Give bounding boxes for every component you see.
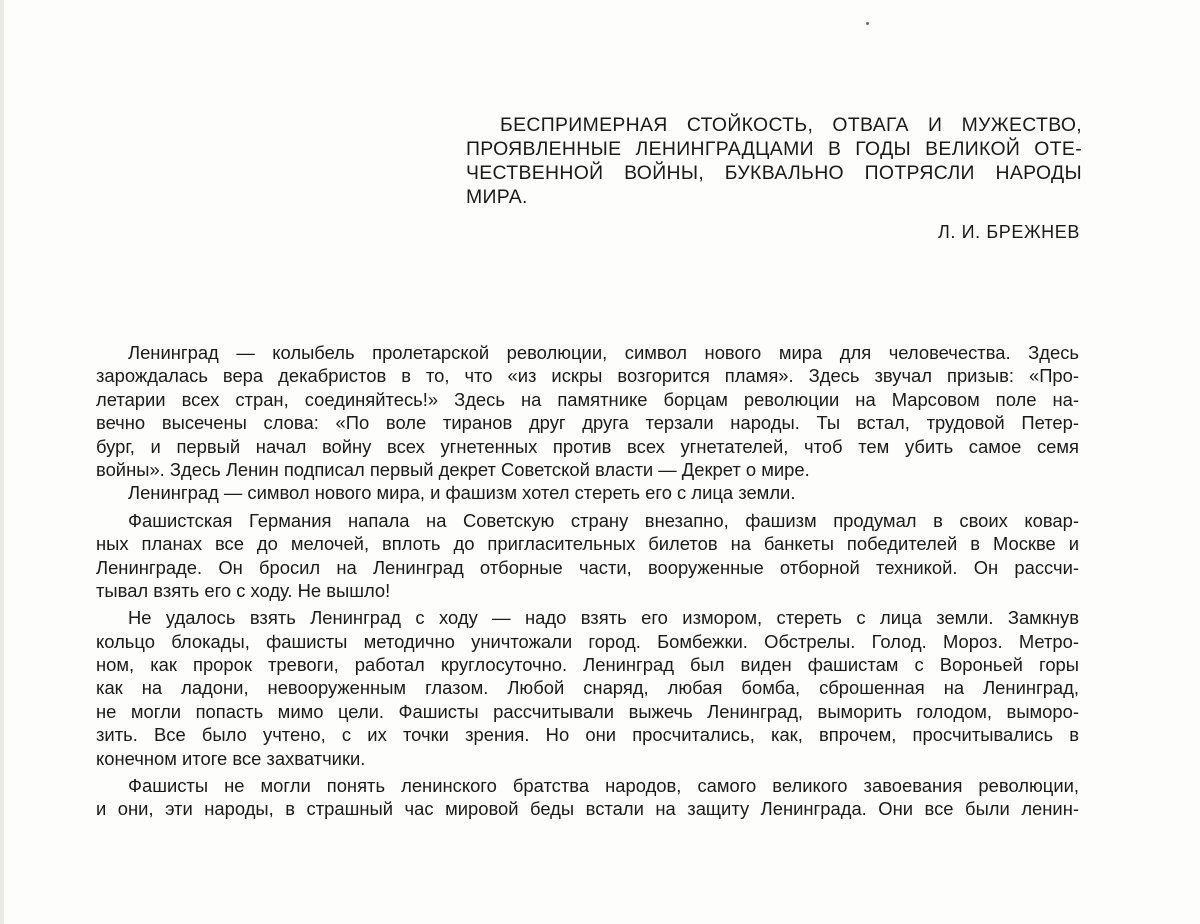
scan-edge [0,0,4,924]
body-line: Не удалось взять Ленинград с ходу — надо взять его измором, стереть с лица земли. Замкнув [128,607,1079,629]
body-line: не могли попасть мимо цели. Фашисты рассчитывали выжечь Ленинград, выморить голодом, выморо- [96,700,1079,722]
body-line: Ленинград — символ нового мира, и фашизм хотел стереть его с лица земли. [128,482,796,504]
body-line: ных планах все до мелочей, вплоть до пригласительных билетов на банкеты победителей в Москве и [96,533,1079,555]
body-line: кольцо блокады, фашисты методично уничтожали город. Бомбежки. Обстрелы. Голод. Мороз. Метро- [96,630,1079,652]
body-line: ном, как пророк тревоги, работал круглосуточно. Ленинград был виден фашистам с Вороньей горы [96,654,1079,676]
body-line: зить. Все было учтено, с их точки зрения. Но они просчитались, как, впрочем, просчитывались в [96,724,1079,746]
body-line: зарождалась вера декабристов в то, что «из искры возгорится пламя». Здесь звучал призыв: «Про- [96,365,1079,387]
body-line: тывал взять его с ходу. Не вышло! [96,579,391,601]
body-text [96,341,1079,821]
body-line: летарии всех стран, соединяйтесь!» Здесь на памятнике борцам революции на Марсовом поле на- [96,388,1079,410]
paper-speck [866,22,869,25]
body-line: Фашистская Германия напала на Советскую страну внезапно, фашизм продумал в своих ковар- [128,509,1079,531]
body-line: Ленинград — колыбель пролетарской революции, символ нового мира для человечества. Здесь [128,342,1079,363]
body-line: бург, и первый начал войну всех угнетенных против всех угнетателей, чтоб тем убить самое семя [96,435,1079,457]
epigraph-line: БЕСПРИМЕРНАЯ СТОЙКОСТЬ, ОТВАГА И МУЖЕСТВО, [500,114,1082,136]
epigraph-line: ПРОЯВЛЕННЫЕ ЛЕНИНГРАДЦАМИ В ГОДЫ ВЕЛИКОЙ ОТЕ- [466,138,1082,160]
body-line: как на ладони, невооруженным глазом. Любой снаряд, любая бомба, сброшенная на Ленинград, [96,677,1079,699]
epigraph-author: Л. И. БРЕЖНЕВ [937,222,1080,242]
body-line: вечно высечены слова: «По воле тиранов друг друга терзали народы. Ты встал, трудовой Петер- [96,412,1079,434]
body-line: конечном итоге все захватчики. [96,747,366,769]
body-line: Ленинграде. Он бросил на Ленинград отборные части, вооруженные отборной техникой. Он рассчи- [96,556,1079,578]
body-line: войны». Здесь Ленин подписал первый декрет Советской власти — Декрет о мире. [96,458,810,480]
body-line: и они, эти народы, в страшный час мировой беды встали на защиту Ленинграда. Они все были ленин- [96,798,1079,820]
epigraph-line: ЧЕСТВЕННОЙ ВОЙНЫ, БУКВАЛЬНО ПОТРЯСЛИ НАРОДЫ [466,162,1082,184]
epigraph-line: МИРА. [466,186,528,208]
body-line: Фашисты не могли понять ленинского братства народов, самого великого завоевания революции, [128,775,1079,797]
epigraph-quote [466,113,1082,209]
